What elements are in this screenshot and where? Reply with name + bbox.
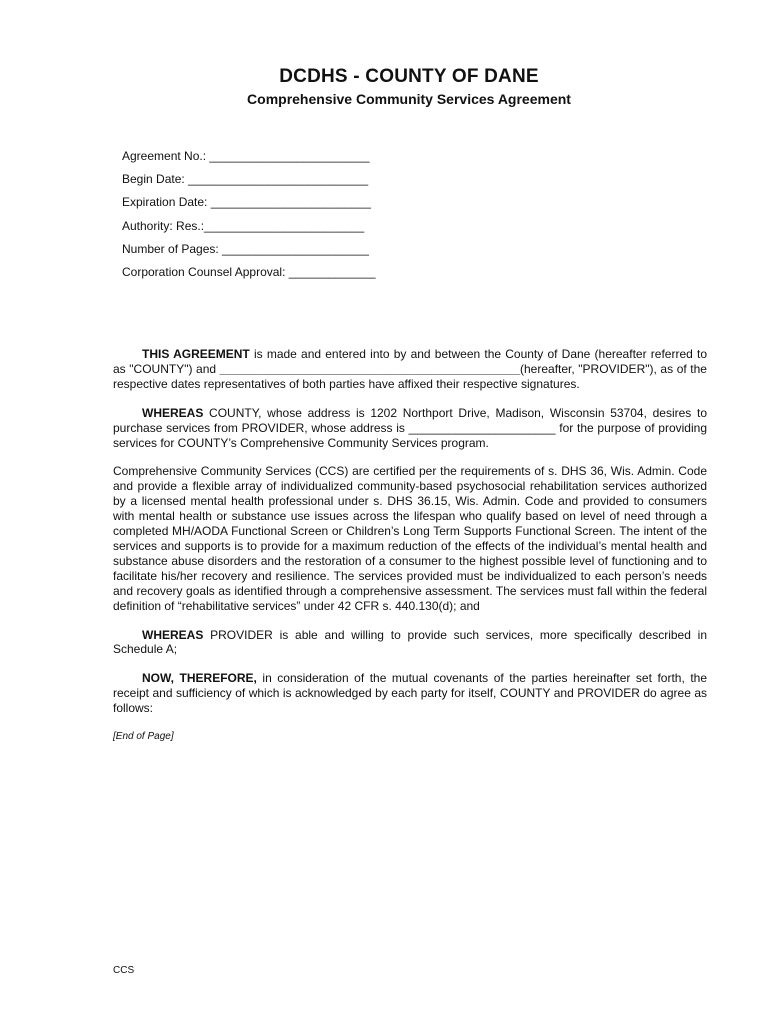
now-therefore-lead: NOW, THEREFORE, [142, 671, 257, 686]
page-title: DCDHS - COUNTY OF DANE [279, 66, 539, 87]
provider-name-blank: _____________________________________________ [219, 361, 520, 376]
paragraph-text: COUNTY, whose address is 1202 Northport Drive, Madison, Wisconsin 53704, desires to purchase services from PROVIDER, whose address is ______________________ for the purpose of providing services for COUNTY’s Comprehensive Community Services program. [113, 405, 707, 450]
this-agreement-lead: THIS AGREEMENT [142, 347, 250, 361]
paragraph-text: PROVIDER is able and willing to provide such services, more specifically described in Schedule A; [113, 627, 707, 657]
number-of-pages-field: Number of Pages: ______________________ [122, 241, 369, 256]
whereas-county-paragraph [113, 406, 707, 451]
paragraph-text: (hereafter, "PROVIDER"), as of the respective dates representatives of both parties have affixed their respective signatures. [113, 361, 707, 391]
authority-res-field: Authority: Res.:________________________ [122, 218, 365, 233]
page-footer: CCS [113, 965, 135, 976]
page-subtitle: Comprehensive Community Services Agreement [247, 91, 571, 107]
whereas-provider-paragraph [113, 628, 707, 658]
agreement-body [113, 347, 707, 759]
agreement-paragraph [113, 347, 707, 392]
end-of-page-note: [End of Page] [113, 731, 174, 743]
ccs-description-paragraph: Comprehensive Community Services (CCS) are certified per the requirements of s. DHS 36, Wis. Admin. Code and provide a flexible array of individualized community-based psychosocial rehabilitation services authorized by a licensed mental health professional under s. DHS 36.15, Wis. Admin. Code and provided to consumers with mental health or substance use issues across the lifespan who qualify based on level of need through a completed MH/AODA Functional Screen or Children’s Long Term Supports Functional Screen. The intent of the services and supports is to provide for a maximum reduction of the effects of the individual’s mental health and substance abuse disorders and the restoration of a consumer to the highest possible level of functioning and to facilitate his/her recovery and resilience. The services provided must be individualized to each person’s needs and recovery goals as identified through a comprehensive assessment. The services must fall within the federal definition of “rehabilitative services” under 42 CFR s. 440.130(d); and [113, 464, 707, 613]
agreement-number-field: Agreement No.: ________________________ [122, 149, 370, 163]
paragraph-text: in consideration of the mutual covenants of the parties hereinafter set forth, the receipt and sufficiency of which is acknowledged by each party for itself, COUNTY and PROVIDER do agree as follows: [113, 671, 707, 716]
whereas-lead: WHEREAS [142, 405, 204, 420]
paragraph-text: is made and entered into by and between the County of Dane (hereafter referred to as "COUNTY") and [113, 347, 707, 376]
agreement-fields [122, 148, 376, 287]
begin-date-field: Begin Date: ___________________________ [122, 172, 369, 187]
corporation-counsel-approval-field: Corporation Counsel Approval: _____________ [122, 264, 376, 279]
whereas-lead: WHEREAS [142, 627, 204, 642]
now-therefore-paragraph [113, 671, 707, 716]
expiration-date-field: Expiration Date: ________________________ [122, 195, 371, 210]
